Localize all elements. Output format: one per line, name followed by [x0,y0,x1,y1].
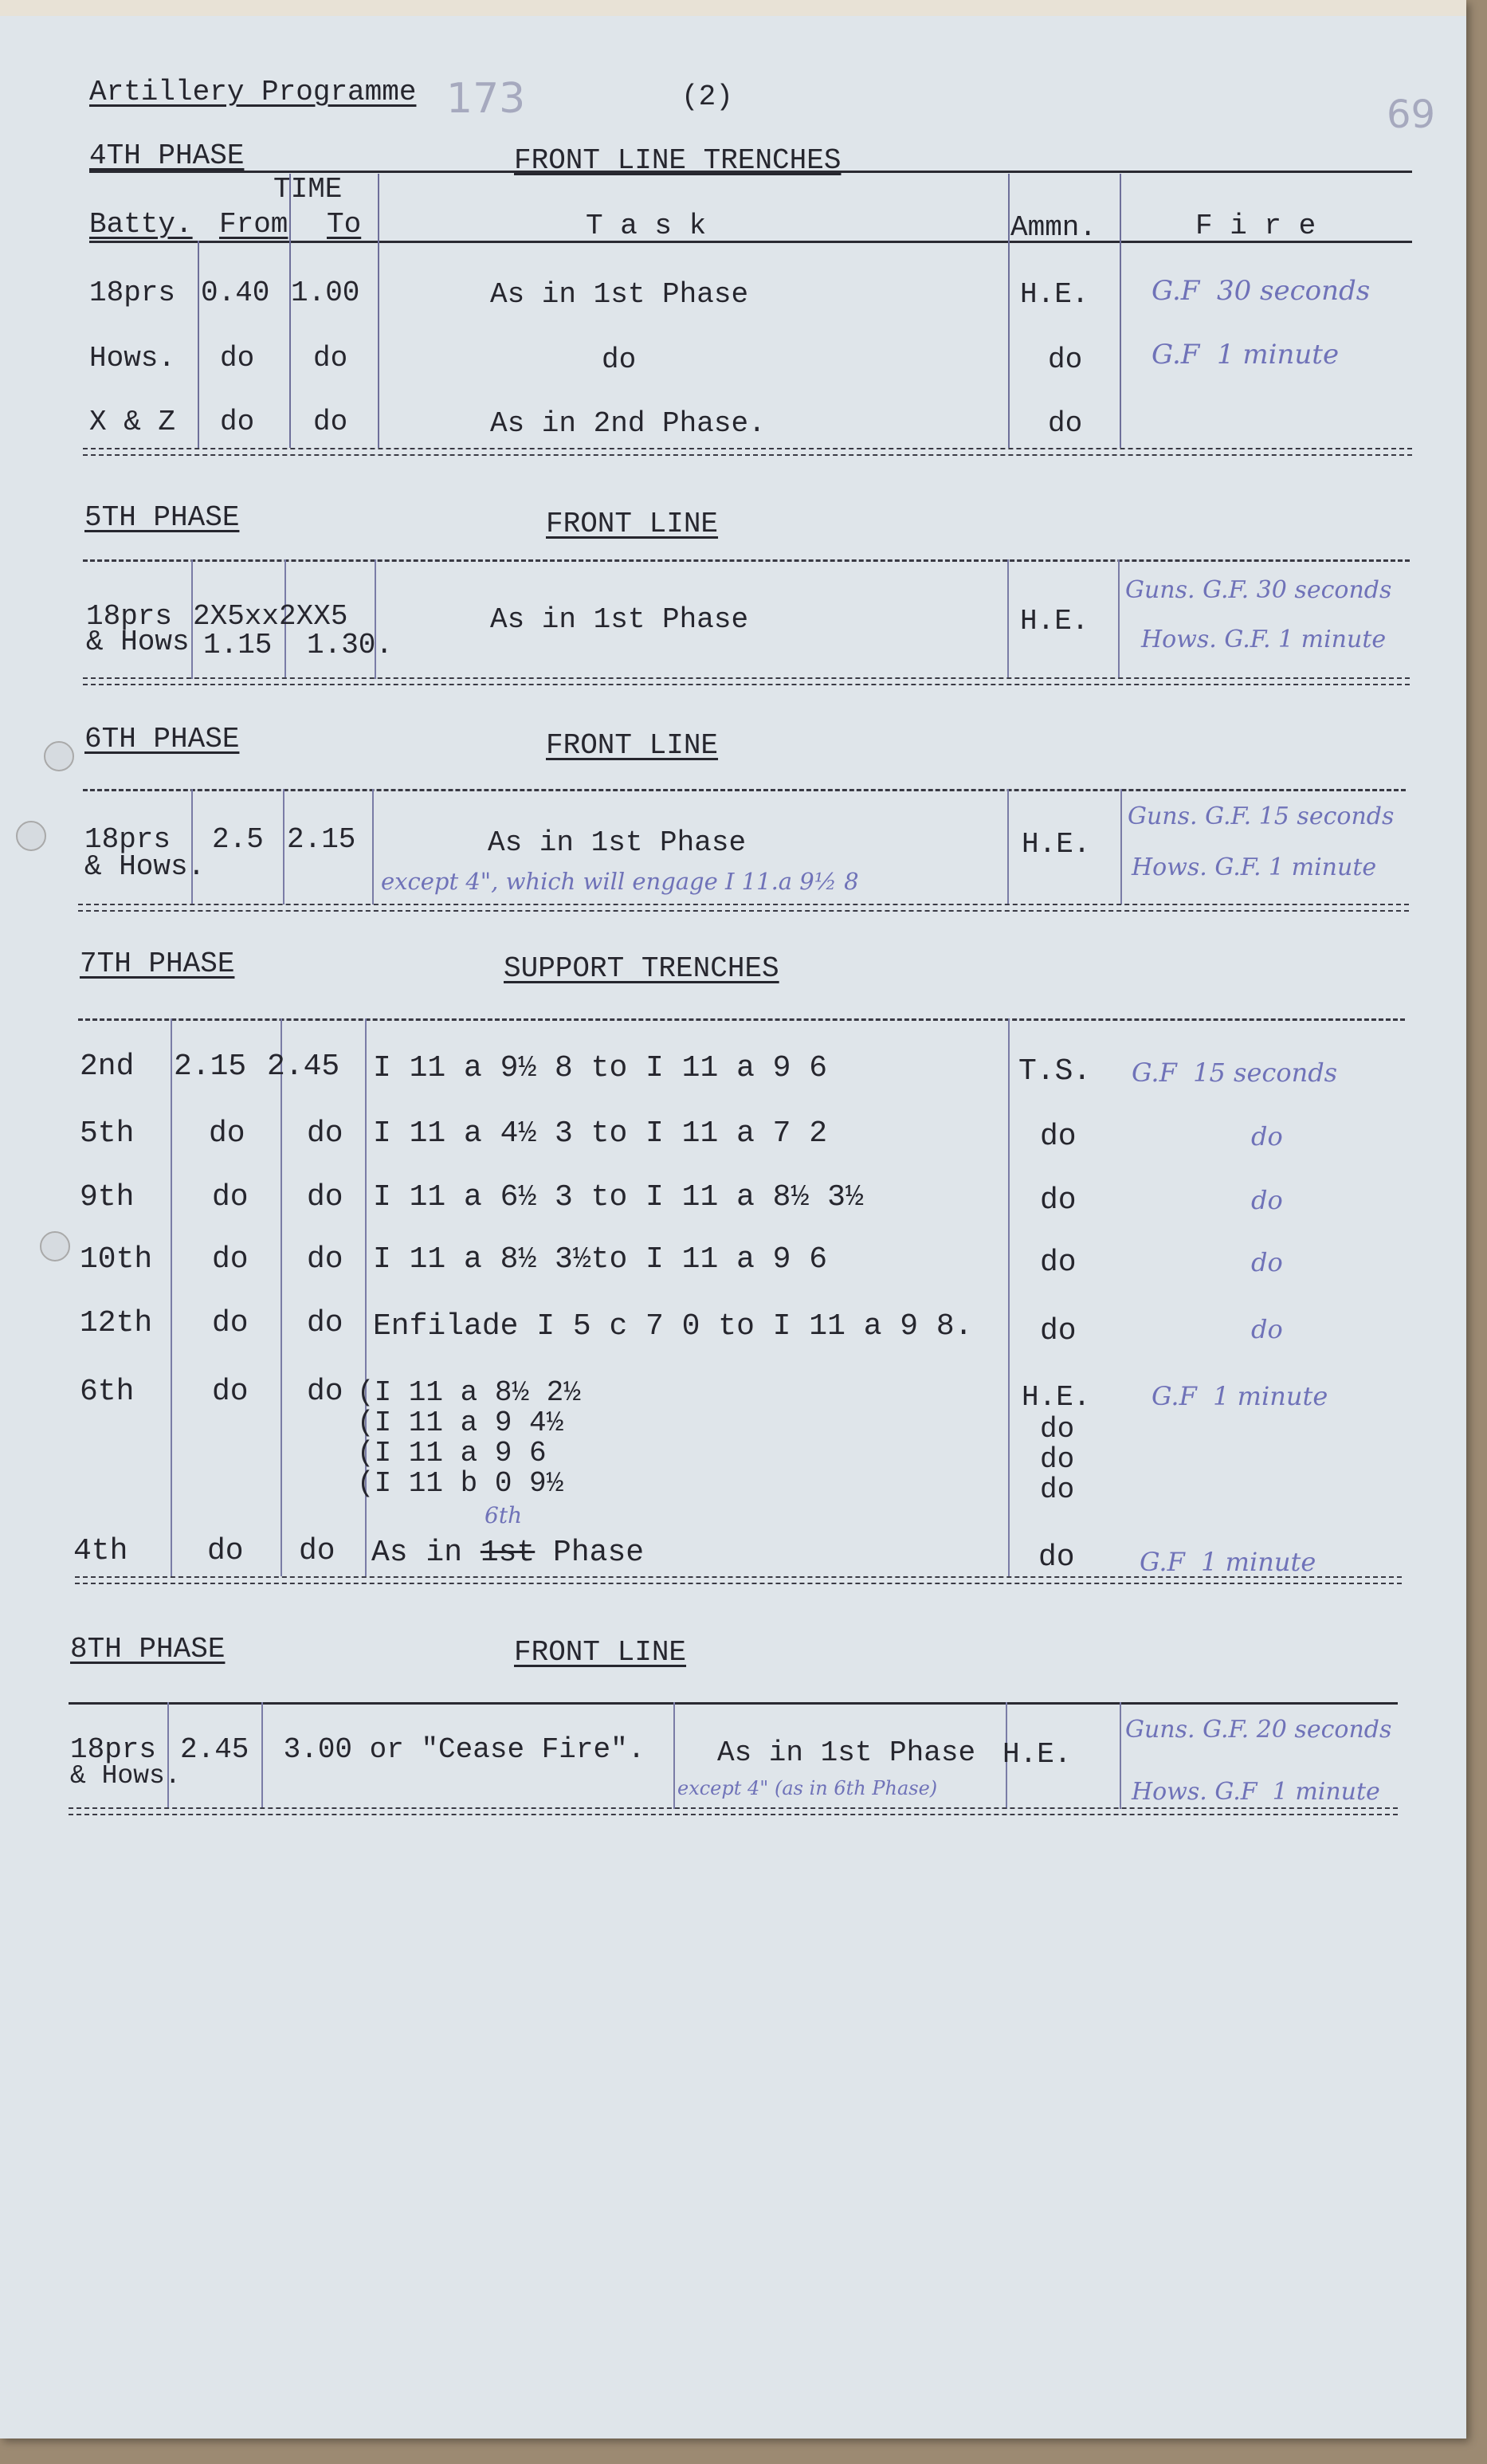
batty-cell: & Hows. [84,850,206,883]
column-to-header: To [327,208,362,241]
rule [69,1702,1398,1705]
from-cell: do [207,1534,244,1568]
batty-cell: 18prs [89,277,176,309]
batty-cell: 18prs [84,823,171,856]
fire-cell-handwritten: G.F 15 seconds [1132,1057,1338,1088]
ammn-cell: do [1038,1540,1075,1575]
to-cell: do [307,1375,343,1409]
column-task-header: T a s k [586,210,707,242]
from-cell: do [220,342,255,375]
archive-stamp-number: 69 [1387,92,1436,137]
column-divider [1007,789,1009,904]
to-cell: do [307,1180,343,1214]
to-cell: 2.45 [267,1050,340,1084]
batty-cell: 18prs [70,1733,157,1766]
double-rule [83,677,1410,685]
struck-out-phase: 1st [480,1536,536,1570]
ammn-cell: do [1040,1120,1077,1154]
task-cell: I 11 a 4½ 3 to I 11 a 7 2 [373,1116,828,1151]
column-from-header: From [219,208,288,241]
ammn-cell: do [1048,407,1083,440]
batty-cell: Hows. [89,342,176,375]
batty-cell: X & Z [89,406,176,438]
batty-cell: 6th [80,1375,135,1409]
to-cell: do [307,1306,343,1340]
to-cell: 1.00 [291,277,360,309]
ammn-cell: do [1040,1183,1077,1218]
phase-7-target: SUPPORT TRENCHES [504,952,779,985]
fire-cell-ditto: do [1251,1247,1283,1277]
task-line: (I 11 b 0 9½ [357,1467,564,1500]
task-prefix: As in [371,1536,481,1570]
column-divider [167,1702,169,1809]
column-divider [1120,174,1121,448]
rule [89,241,1412,243]
handwritten-insert: 6th [485,1502,523,1528]
task-suffix: Phase [535,1536,645,1570]
column-divider [1008,174,1010,448]
task-cell: I 11 a 8½ 3½to I 11 a 9 6 [373,1242,828,1277]
to-cell: 2.15 [287,823,356,856]
task-cell: do [602,343,637,376]
task-cell: I 11 a 9½ 8 to I 11 a 9 6 [373,1051,828,1085]
batty-cell: 4th [73,1534,128,1568]
fire-cell-handwritten: G.F 1 minute [1152,1381,1328,1411]
phase-5-title: 5TH PHASE [84,501,240,534]
to-cell: 1.30. [307,629,394,661]
task-line: (I 11 a 9 4½ [357,1407,564,1439]
ammn-line: do [1040,1473,1075,1506]
to-cell: do [307,1116,343,1151]
column-divider [1118,559,1120,679]
ammn-cell: H.E. [1022,828,1091,861]
phase-8-target: FRONT LINE [514,1636,687,1669]
from-cell: 0.40 [201,277,270,309]
phase-4-title: 4TH PHASE [89,139,245,172]
task-line: (I 11 a 9 6 [357,1437,547,1469]
fire-cell-handwritten: G.F 1 minute [1140,1547,1316,1577]
fire-cell-handwritten: Guns. G.F. 15 seconds [1128,802,1395,830]
ammn-line: do [1040,1413,1075,1446]
ammn-line: H.E. [1022,1381,1091,1414]
from-cell: 2.5 [212,823,264,856]
batty-cell: 10th [80,1242,153,1277]
to-cell: do [313,342,348,375]
phase-5-target: FRONT LINE [546,508,719,540]
phase-6-title: 6TH PHASE [84,723,240,755]
column-divider [378,174,379,448]
fire-cell-handwritten: Hows. G.F. 1 minute [1141,626,1387,653]
phase-7-title: 7TH PHASE [80,948,235,980]
ammn-cell: do [1040,1314,1077,1348]
from-cell: do [220,406,255,438]
from-cell: 1.15 [203,629,273,661]
fire-cell-handwritten: Guns. G.F. 30 seconds [1125,576,1392,604]
column-divider [1007,559,1009,679]
task-line: (I 11 a 8½ 2½ [357,1376,581,1409]
struck-out-time: 2X5xx2XX5 [193,600,348,633]
fire-cell-handwritten: Hows. G.F 1 minute [1132,1778,1380,1806]
to-cell: do [307,1242,343,1277]
from-cell: do [212,1242,249,1277]
batty-cell: 2nd [80,1050,135,1084]
from-cell: do [212,1375,249,1409]
batty-cell: 5th [80,1116,135,1151]
column-divider [673,1702,675,1809]
batty-cell: 9th [80,1180,135,1214]
folio-number: 173 [446,75,526,123]
from-cell: 2.15 [174,1050,247,1084]
column-divider [1008,1018,1010,1576]
phase-4-target: FRONT LINE TRENCHES [514,144,842,177]
batty-cell: & Hows. [70,1761,181,1791]
task-cell: As in 1st Phase [488,826,747,859]
rule [78,1018,1405,1021]
from-cell: do [212,1180,249,1214]
double-rule [75,1576,1402,1584]
ammn-cell: H.E. [1020,278,1089,311]
column-fire-header: F i r e [1195,210,1316,242]
punch-hole [44,741,74,771]
task-cell: As in 1st Phase [717,1736,976,1769]
time-cell: 2.45 3.00 or "Cease Fire". [180,1733,645,1766]
double-rule [69,1807,1398,1815]
ammn-cell: H.E. [1020,605,1089,638]
batty-cell: 18prs [86,600,173,633]
task-handwritten-note: except 4", which will engage I 11.a 9½ 8 [381,868,859,895]
rule [83,789,1406,791]
ammn-cell: T.S. [1018,1054,1092,1089]
fire-cell-ditto: do [1251,1185,1283,1215]
fire-cell-handwritten: Hows. G.F. 1 minute [1132,853,1377,881]
to-cell: do [313,406,348,438]
fire-cell-handwritten: G.F 1 minute [1152,339,1340,371]
column-batty-header: Batty. [89,208,193,241]
page-number: (2) [681,80,733,113]
ammn-cell: do [1040,1246,1077,1280]
column-divider [281,1018,282,1576]
ammn-cell: H.E. [1002,1738,1072,1771]
task-handwritten-note: except 4" (as in 6th Phase) [677,1777,938,1799]
task-cell [371,1538,644,1568]
column-divider [1120,789,1122,904]
column-time-header: TIME [273,173,343,206]
column-divider [283,789,284,904]
column-ammn-header: Ammn. [1010,211,1097,244]
ammn-cell: do [1048,343,1083,376]
batty-cell: 12th [80,1306,153,1340]
task-cell: As in 2nd Phase. [490,407,766,440]
column-divider [198,241,199,448]
double-rule [78,904,1409,912]
batty-cell: & Hows [86,626,190,658]
task-cell: As in 1st Phase [490,278,749,311]
double-rule [83,448,1412,456]
column-divider [372,789,374,904]
task-cell: Enfilade I 5 c 7 0 to I 11 a 9 8. [373,1309,973,1344]
fire-cell-handwritten: G.F 30 seconds [1152,275,1371,307]
rule [83,559,1410,562]
document-title: Artillery Programme [89,76,417,108]
ammn-line: do [1040,1443,1075,1476]
phase-8-title: 8TH PHASE [70,1633,226,1666]
column-divider [191,789,193,904]
column-divider [171,1018,172,1576]
column-divider [289,174,291,448]
punch-hole [16,821,46,851]
fire-cell-handwritten: Guns. G.F. 20 seconds [1125,1716,1392,1744]
punch-hole [40,1231,70,1261]
task-cell: I 11 a 6½ 3 to I 11 a 8½ 3½ [373,1180,864,1214]
fire-cell-ditto: do [1251,1314,1283,1344]
to-cell: do [299,1534,335,1568]
task-cell: As in 1st Phase [490,603,749,636]
from-cell: do [212,1306,249,1340]
column-divider [1120,1702,1121,1809]
phase-6-target: FRONT LINE [546,729,719,762]
from-cell: do [209,1116,245,1151]
fire-cell-ditto: do [1251,1121,1283,1152]
